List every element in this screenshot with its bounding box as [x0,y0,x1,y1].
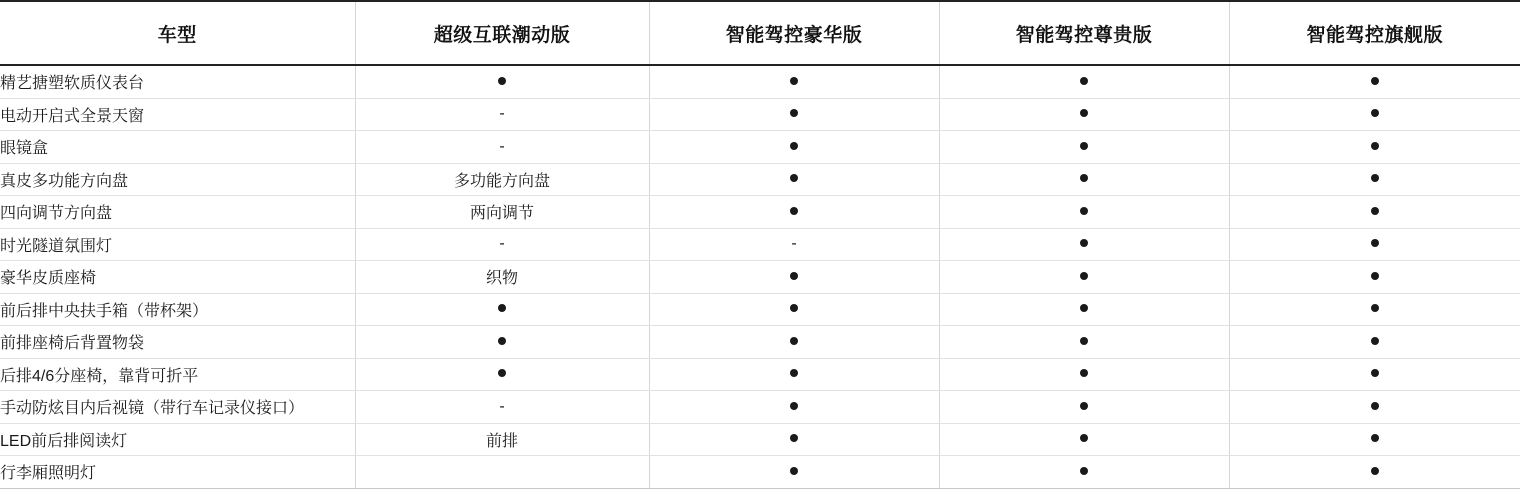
table-row [0,98,1520,131]
included-dot-icon [1371,304,1379,312]
spec-value-cell [1229,358,1520,391]
spec-value-cell [355,358,649,391]
spec-value-cell [1229,293,1520,326]
table-row [0,326,1520,359]
feature-label: 手动防炫目内后视镜（带行车记录仪接口） [0,391,355,424]
column-header-trim-4: 智能驾控旗舰版 [1229,1,1520,65]
spec-value-cell [355,456,649,489]
table-row [0,261,1520,294]
included-dot-icon [1371,239,1379,247]
feature-label: 精艺搪塑软质仪表台 [0,65,355,98]
spec-value-cell [939,228,1229,261]
spec-value-cell [939,423,1229,456]
spec-value-cell [355,228,649,261]
spec-value-cell [355,326,649,359]
column-header-trim-2: 智能驾控豪华版 [649,1,939,65]
included-dot-icon [498,304,506,312]
included-dot-icon [790,142,798,150]
included-dot-icon [498,77,506,85]
included-dot-icon [1371,434,1379,442]
spec-value-cell [355,293,649,326]
feature-label: 前排座椅后背置物袋 [0,326,355,359]
included-dot-icon [1371,272,1379,280]
spec-value-cell [1229,326,1520,359]
spec-value-cell [939,391,1229,424]
feature-label: 前后排中央扶手箱（带杯架） [0,293,355,326]
included-dot-icon [790,207,798,215]
table-row [0,65,1520,98]
spec-value-cell [939,98,1229,131]
spec-value-cell [939,196,1229,229]
spec-value-cell [939,456,1229,489]
spec-value-cell [649,65,939,98]
spec-value-cell [649,456,939,489]
included-dot-icon [1080,402,1088,410]
spec-value-cell [355,196,649,229]
feature-label: 电动开启式全景天窗 [0,98,355,131]
included-dot-icon [498,337,506,345]
spec-value-cell [355,131,649,164]
included-dot-icon [790,304,798,312]
spec-value-cell [649,228,939,261]
spec-value-text: 多功能方向盘 [453,172,550,190]
spec-value-cell [939,293,1229,326]
spec-value-cell [649,293,939,326]
spec-value-cell [649,196,939,229]
spec-value-cell [649,131,939,164]
included-dot-icon [1080,434,1088,442]
table-row [0,163,1520,196]
included-dot-icon [1371,174,1379,182]
included-dot-icon [790,77,798,85]
feature-label: 四向调节方向盘 [0,196,355,229]
spec-value-cell [939,326,1229,359]
spec-value-cell [649,391,939,424]
feature-label: 真皮多功能方向盘 [0,163,355,196]
spec-value-text: 前排 [485,432,518,450]
not-included-dash-icon: - [499,235,505,253]
included-dot-icon [498,369,506,377]
included-dot-icon [790,467,798,475]
spec-value-cell [649,163,939,196]
feature-label: 行李厢照明灯 [0,456,355,489]
included-dot-icon [1371,467,1379,475]
included-dot-icon [1080,337,1088,345]
table-header [0,1,1520,65]
spec-value-cell [355,65,649,98]
included-dot-icon [1080,142,1088,150]
table-row [0,358,1520,391]
spec-value-cell [1229,196,1520,229]
not-included-dash-icon: - [499,105,505,123]
not-included-dash-icon: - [791,235,797,253]
column-header-feature: 车型 [0,1,355,65]
included-dot-icon [1080,369,1088,377]
spec-value-cell [355,98,649,131]
table-row [0,131,1520,164]
spec-value-text: 两向调节 [469,205,534,223]
spec-value-cell [1229,65,1520,98]
included-dot-icon [1080,467,1088,475]
table-row [0,293,1520,326]
spec-value-cell [939,65,1229,98]
table-row [0,391,1520,424]
included-dot-icon [1371,142,1379,150]
feature-label: 豪华皮质座椅 [0,261,355,294]
spec-value-cell [649,98,939,131]
column-header-trim-3: 智能驾控尊贵版 [939,1,1229,65]
spec-value-cell [355,261,649,294]
included-dot-icon [1080,77,1088,85]
spec-value-cell [1229,163,1520,196]
spec-value-cell [1229,98,1520,131]
spec-value-cell [1229,391,1520,424]
spec-value-cell [1229,131,1520,164]
spec-value-cell [355,163,649,196]
table-row [0,228,1520,261]
spec-value-cell [1229,456,1520,489]
included-dot-icon [790,369,798,377]
spec-value-text: 织物 [485,270,518,288]
table-row [0,456,1520,489]
spec-value-cell [1229,261,1520,294]
included-dot-icon [790,272,798,280]
spec-value-cell [939,131,1229,164]
included-dot-icon [1080,239,1088,247]
column-header-trim-1: 超级互联潮动版 [355,1,649,65]
table-body [0,65,1520,488]
table-row [0,423,1520,456]
spec-value-cell [939,163,1229,196]
included-dot-icon [1371,369,1379,377]
spec-value-cell [939,261,1229,294]
feature-label: 时光隧道氛围灯 [0,228,355,261]
feature-label: 眼镜盒 [0,131,355,164]
included-dot-icon [1080,174,1088,182]
included-dot-icon [1080,109,1088,117]
feature-label: 后排4/6分座椅，靠背可折平 [0,358,355,391]
included-dot-icon [790,434,798,442]
spec-value-cell [649,358,939,391]
included-dot-icon [1371,77,1379,85]
feature-label: LED前后排阅读灯 [0,423,355,456]
spec-value-cell [1229,228,1520,261]
included-dot-icon [1371,402,1379,410]
spec-value-cell [1229,423,1520,456]
included-dot-icon [790,402,798,410]
included-dot-icon [790,109,798,117]
included-dot-icon [790,337,798,345]
table-row [0,196,1520,229]
not-included-dash-icon: - [499,137,505,155]
spec-value-cell [649,261,939,294]
included-dot-icon [1371,207,1379,215]
spec-value-cell [649,423,939,456]
included-dot-icon [1080,304,1088,312]
included-dot-icon [1080,207,1088,215]
included-dot-icon [790,174,798,182]
spec-value-cell [355,423,649,456]
not-included-dash-icon: - [499,397,505,415]
included-dot-icon [1080,272,1088,280]
spec-value-cell [355,391,649,424]
header-row [0,1,1520,65]
included-dot-icon [1371,109,1379,117]
spec-value-cell [649,326,939,359]
included-dot-icon [1371,337,1379,345]
spec-value-cell [939,358,1229,391]
